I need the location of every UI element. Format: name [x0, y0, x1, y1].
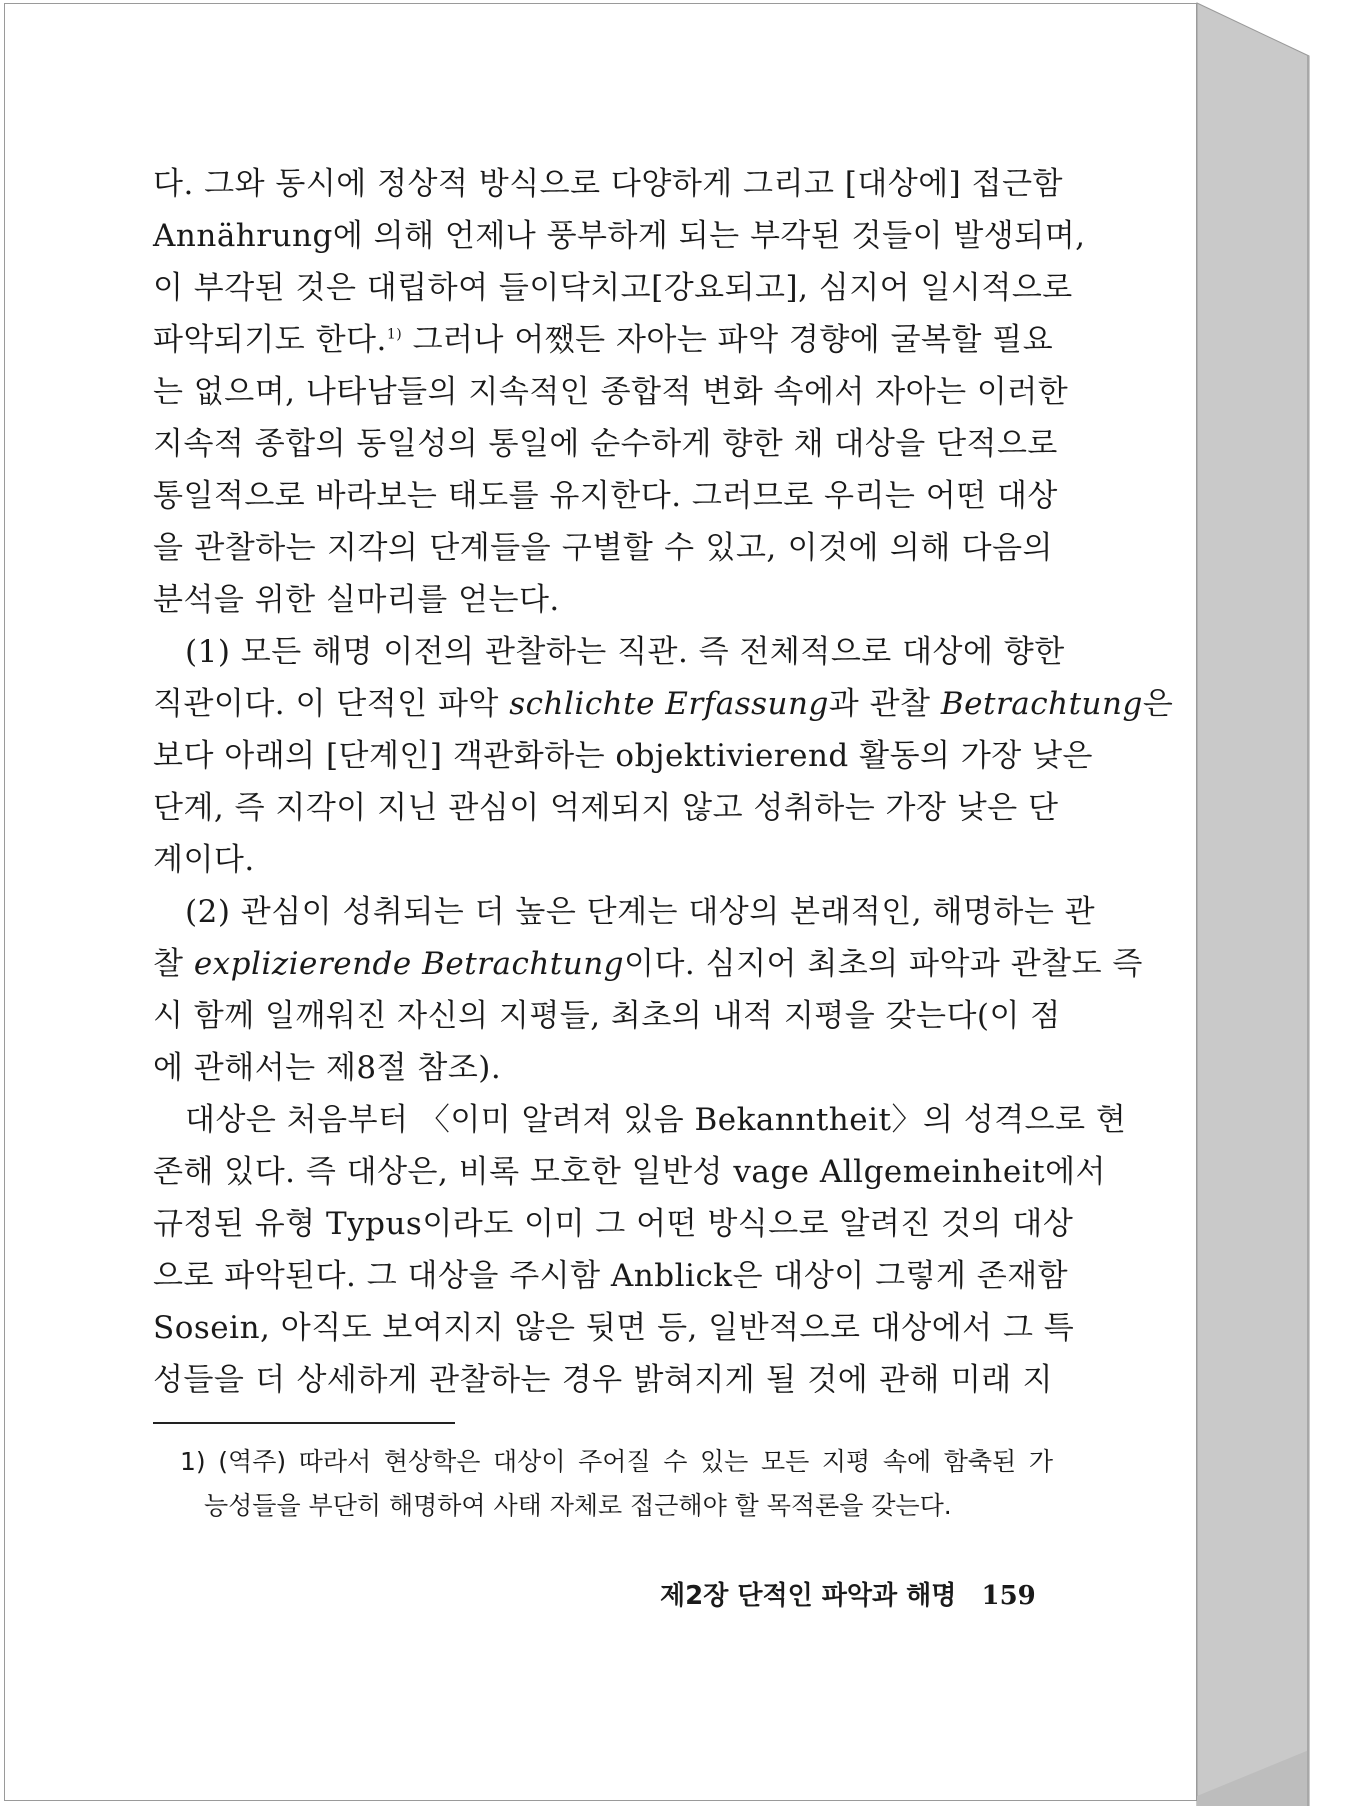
body-line — [153, 938, 1143, 990]
body-line-part: 이다. 심지어 최초의 파악과 관찰도 즉 — [624, 946, 1143, 982]
body-line: 성들을 더 상세하게 관찰하는 경우 밝혀지게 될 것에 관해 미래 지 — [153, 1362, 1053, 1398]
body-line — [153, 678, 1174, 730]
german-term: schlichte Erfassung — [509, 686, 829, 722]
body-line — [153, 314, 1053, 366]
footnote-line: 1) (역주) 따라서 현상학은 대상이 주어질 수 있는 모든 지평 속에 함축된 가 — [180, 1447, 1053, 1476]
body-line: (2) 관심이 성취되는 더 높은 단계는 대상의 본래적인, 해명하는 관 — [185, 894, 1096, 930]
footnote-line: 능성들을 부단히 해명하여 사태 자체로 접근해야 할 목적론을 갖는다. — [204, 1491, 952, 1520]
body-line: 에 관해서는 제8절 참조). — [153, 1050, 502, 1086]
body-line: 계이다. — [153, 842, 255, 878]
footnote — [180, 1440, 1053, 1528]
german-term: explizierende Betrachtung — [193, 946, 625, 982]
chapter-title: 제2장 단적인 파악과 해명 — [660, 1581, 957, 1611]
body-line: 으로 파악된다. 그 대상을 주시함 Anblick은 대상이 그렇게 존재함 — [153, 1258, 1069, 1294]
page-number: 159 — [981, 1581, 1036, 1611]
body-line: 는 없으며, 나타남들의 지속적인 종합적 변화 속에서 자아는 이러한 — [153, 374, 1069, 410]
body-line: 단계, 즉 지각이 지닌 관심이 억제되지 않고 성취하는 가장 낮은 단 — [153, 790, 1059, 826]
body-line: 을 관찰하는 지각의 단계들을 구별할 수 있고, 이것에 의해 다음의 — [153, 530, 1053, 566]
body-line: 분석을 위한 실마리를 얻는다. — [153, 582, 560, 618]
body-line: 시 함께 일깨워진 자신의 지평들, 최초의 내적 지평을 갖는다(이 점 — [153, 998, 1061, 1034]
footnote-reference: 1) — [386, 326, 403, 343]
body-line: 규정된 유형 Typus이라도 이미 그 어떤 방식으로 알려진 것의 대상 — [153, 1206, 1074, 1242]
body-line-part: 은 — [1142, 686, 1174, 722]
running-footer — [660, 1576, 1036, 1616]
body-line-part: 그러나 어쨌든 자아는 파악 경향에 굴복할 필요 — [412, 322, 1054, 358]
body-line: 보다 아래의 [단계인] 객관화하는 objektivierend 활동의 가장 낮은 — [153, 738, 1093, 774]
body-line-part: 파악되기도 한다. — [153, 322, 387, 358]
body-line: 대상은 처음부터 〈이미 알려져 있음 Bekanntheit〉의 성격으로 현 — [185, 1102, 1127, 1138]
body-text — [153, 158, 1174, 1406]
body-line-part: 직관이다. 이 단적인 파악 — [153, 686, 499, 722]
body-line: Annährung에 의해 언제나 풍부하게 되는 부각된 것들이 발생되며, — [153, 218, 1086, 254]
body-line: 다. 그와 동시에 정상적 방식으로 다양하게 그리고 [대상에] 접근함 — [153, 166, 1063, 202]
body-line: 존해 있다. 즉 대상은, 비록 모호한 일반성 vage Allgemeinheit에서 — [153, 1154, 1106, 1190]
german-term: Betrachtung — [940, 686, 1143, 722]
body-line: 통일적으로 바라보는 태도를 유지한다. 그러므로 우리는 어떤 대상 — [153, 478, 1058, 514]
body-line: Sosein, 아직도 보여지지 않은 뒷면 등, 일반적으로 대상에서 그 특 — [153, 1310, 1075, 1346]
body-line-part: 찰 — [153, 946, 184, 982]
footnote-divider — [153, 1422, 455, 1424]
body-line: (1) 모든 해명 이전의 관찰하는 직관. 즉 전체적으로 대상에 향한 — [185, 634, 1065, 670]
body-line: 이 부각된 것은 대립하여 들이닥치고[강요되고], 심지어 일시적으로 — [153, 270, 1073, 306]
body-line: 지속적 종합의 동일성의 통일에 순수하게 향한 채 대상을 단적으로 — [153, 426, 1058, 462]
body-line-part: 과 관찰 — [828, 686, 931, 722]
